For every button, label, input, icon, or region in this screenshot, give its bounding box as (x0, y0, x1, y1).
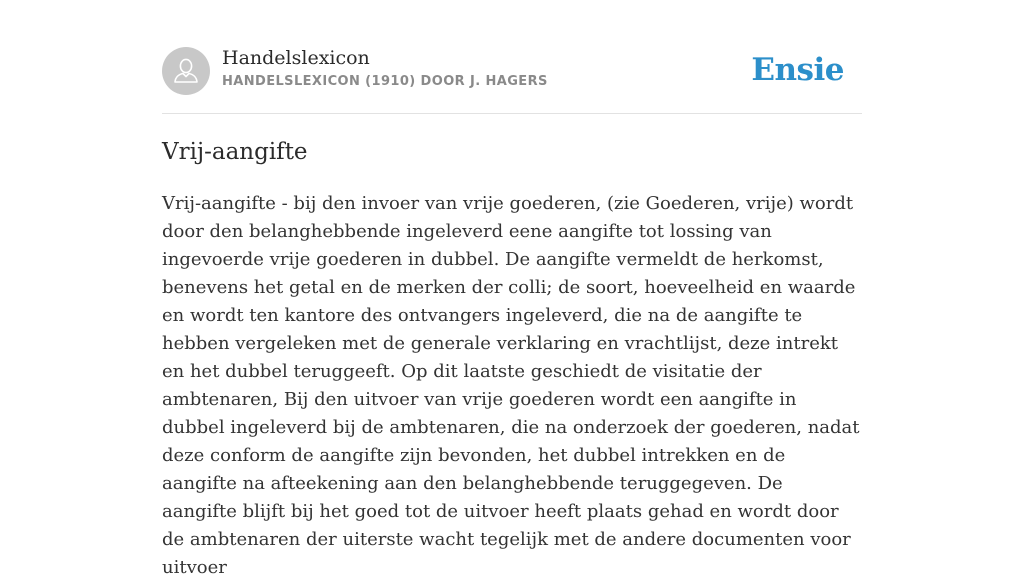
source-subtitle: HANDELSLEXICON (1910) DOOR J. HAGERS (222, 74, 548, 89)
source-title-link[interactable]: Handelslexicon (222, 47, 370, 69)
user-silhouette-icon[interactable] (162, 47, 210, 95)
source-header (162, 46, 862, 96)
header-divider (162, 113, 862, 114)
brand-logo-link[interactable]: Ensie (751, 52, 844, 88)
article-title: Vrij-aangifte (162, 139, 308, 165)
article-body: Vrij-aangifte - bij den invoer van vrije goederen, (zie Goederen, vrije) wordt door den belanghebbende ingeleverd eene aangifte tot lossing van ingevoerde vrije goederen in dubbel. De aangifte vermeldt de herkomst, benevens het getal en de merken der colli; de soort, hoeveelheid en waarde en wordt ten kantore des ontvangers ingeleverd, die na de aangifte te hebben vergeleken met de generale verklaring en vrachtlijst, deze intrekt en het dubbel teruggeeft. Op dit laatste geschiedt de visitatie der ambtenaren, Bij den uitvoer van vrije goederen wordt een aangifte in dubbel ingeleverd bij de ambtenaren, die na onderzoek der goederen, nadat deze conform de aangifte zijn bevonden, het dubbel intrekken en de aangifte na afteekening aan den belanghebbende teruggegeven. De aangifte blijft bij het goed tot de uitvoer heeft plaats gehad en wordt door de ambtenaren der uiterste wacht tegelijk met de andere documenten voor uitvoer (162, 193, 860, 578)
